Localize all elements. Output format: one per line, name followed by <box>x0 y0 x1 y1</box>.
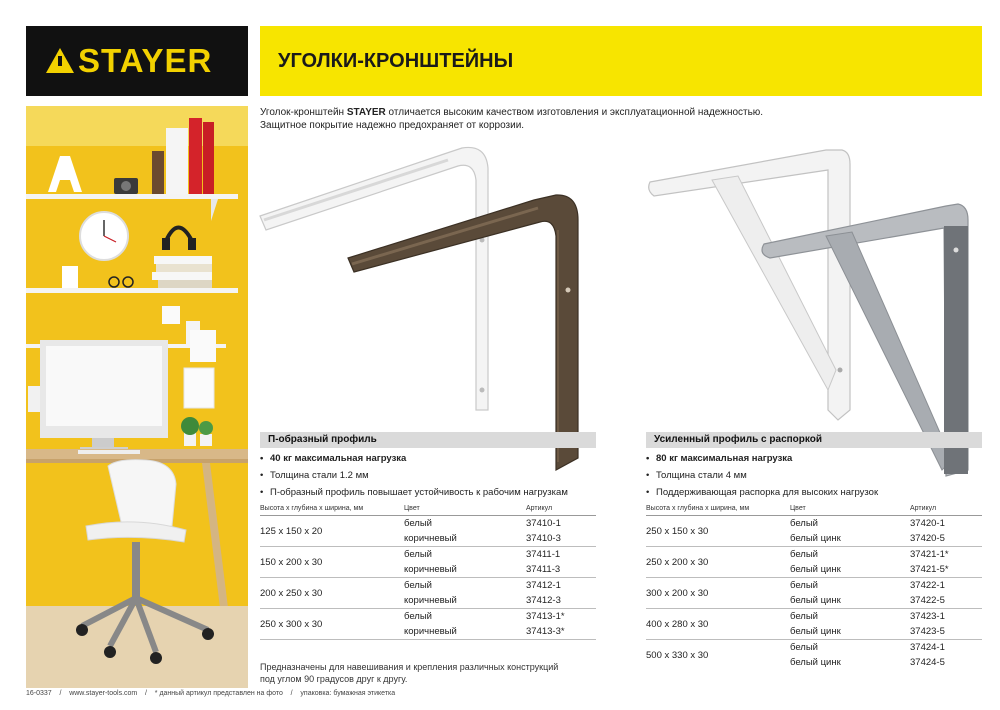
usage-note-line: Предназначены для навешивания и крепления различных конструкций <box>260 662 559 672</box>
sku-cell: 37423-5 <box>910 624 982 640</box>
size-cell: 250 х 300 х 30 <box>260 609 404 640</box>
brand-logo <box>26 26 248 96</box>
left-feature-3: • П-образный профиль повышает устойчивость к рабочим нагрузкам <box>260 487 568 498</box>
size-cell: 300 х 200 х 30 <box>646 578 790 609</box>
sku-cell: 37424-5 <box>910 657 945 668</box>
sku-cell: 37412-1 <box>526 580 561 591</box>
sku-cell: 37423-1 <box>910 611 945 622</box>
sku-cell: 37410-3 <box>526 531 596 547</box>
sku-cell: 37411-3 <box>526 562 596 578</box>
column-header: Артикул <box>526 501 596 516</box>
right-section <box>646 432 982 670</box>
intro-after: отличается высоким качеством изготовления и эксплуатационной надежностью. <box>385 107 764 118</box>
right-feature-2: • Толщина стали 4 мм <box>646 470 747 481</box>
size-cell: 125 х 150 х 20 <box>260 516 404 547</box>
left-feature-1: • 40 кг максимальная нагрузка <box>260 453 407 464</box>
sku-cell: 37413-1* <box>526 611 565 622</box>
size-cell: 200 х 250 х 30 <box>260 578 404 609</box>
color-cell: белый цинк <box>790 624 910 640</box>
column-header: Высота х глубина х ширина, мм <box>646 501 790 516</box>
right-feature-3-text: Поддерживающая распорка для высоких нагрузок <box>656 487 879 498</box>
table-row <box>260 547 596 563</box>
sku-cell: 37420-1 <box>910 518 945 529</box>
left-section-heading: П-образный профиль <box>260 432 596 448</box>
intro-line2: Защитное покрытие надежно предохраняет от коррозии. <box>260 120 525 131</box>
usage-note-line: под углом 90 градусов друг к другу. <box>260 673 408 684</box>
color-cell: белый <box>404 518 432 529</box>
table-row <box>646 578 982 594</box>
table-row <box>260 578 596 594</box>
table-row <box>646 640 982 656</box>
table-row <box>260 516 596 532</box>
table-header-row <box>646 501 982 516</box>
color-cell: белый <box>404 611 432 622</box>
right-section-heading: Усиленный профиль с распоркой <box>646 432 982 448</box>
color-cell: белый <box>790 549 818 560</box>
sku-cell: 37421-1* <box>910 549 949 560</box>
column-header: Артикул <box>910 501 982 516</box>
left-spec-table <box>260 501 596 640</box>
intro-text <box>260 106 820 132</box>
sku-cell: 37422-5 <box>910 593 982 609</box>
color-cell: коричневый <box>404 593 526 609</box>
right-feature-1-text: 80 кг максимальная нагрузка <box>656 453 793 464</box>
table-row <box>646 516 982 532</box>
warning-triangle-icon <box>46 48 74 73</box>
right-feature-1: • 80 кг максимальная нагрузка <box>646 453 793 464</box>
table-header-row <box>260 501 596 516</box>
page-title: УГОЛКИ-КРОНШТЕЙНЫ <box>278 50 514 72</box>
brand-logo-text: STAYER <box>78 42 213 79</box>
right-feature-3: • Поддерживающая распорка для высоких нагрузок <box>646 487 879 498</box>
left-feature-3-text: П-образный профиль повышает устойчивость к рабочим нагрузкам <box>270 487 568 498</box>
color-cell: белый <box>790 580 818 591</box>
color-cell: белый цинк <box>790 531 910 547</box>
color-cell: коричневый <box>404 624 526 640</box>
table-row <box>260 609 596 625</box>
intro-brand: STAYER <box>346 107 386 118</box>
size-cell: 150 х 200 х 30 <box>260 547 404 578</box>
color-cell: белый цинк <box>790 593 910 609</box>
size-cell: 500 х 330 х 30 <box>646 649 709 661</box>
sku-cell: 37413-3* <box>526 624 596 640</box>
intro-before: Уголок-кронштейн <box>260 107 347 118</box>
table-row <box>646 609 982 625</box>
color-cell: белый <box>404 580 432 591</box>
left-feature-2: • Толщина стали 1.2 мм <box>260 470 369 481</box>
column-header: Цвет <box>404 501 526 516</box>
size-cell: 250 х 150 х 30 <box>646 516 790 547</box>
color-cell: коричневый <box>404 562 526 578</box>
table-row <box>646 547 982 563</box>
color-cell: белый <box>790 611 818 622</box>
column-header: Высота х глубина х ширина, мм <box>260 501 404 516</box>
sku-cell: 37410-1 <box>526 518 561 529</box>
page-footer: 16-0337 / www.stayer-tools.com / * данный артикул представлен на фото / упаковка: бумажная этикетка <box>26 690 396 697</box>
lifestyle-photo <box>26 106 248 688</box>
color-cell: белый цинк <box>790 657 841 668</box>
size-cell: 250 х 200 х 30 <box>646 547 790 578</box>
sku-cell: 37424-1 <box>910 642 945 653</box>
right-spec-table <box>646 501 982 670</box>
left-feature-1-text: 40 кг максимальная нагрузка <box>270 453 407 464</box>
sku-cell: 37420-5 <box>910 531 982 547</box>
color-cell: коричневый <box>404 531 526 547</box>
sku-cell: 37412-3 <box>526 593 596 609</box>
left-section <box>260 432 596 640</box>
title-bar <box>260 26 982 96</box>
size-cell: 400 х 280 х 30 <box>646 609 790 640</box>
sku-cell: 37422-1 <box>910 580 945 591</box>
usage-note <box>260 662 580 685</box>
color-cell: белый <box>404 549 432 560</box>
right-feature-2-text: Толщина стали 4 мм <box>656 470 747 481</box>
left-feature-2-text: Толщина стали 1.2 мм <box>270 470 369 481</box>
column-header: Цвет <box>790 501 910 516</box>
color-cell: белый цинк <box>790 562 910 578</box>
color-cell: белый <box>790 642 818 653</box>
color-cell: белый <box>790 518 818 529</box>
sku-cell: 37411-1 <box>526 549 561 560</box>
sku-cell: 37421-5* <box>910 562 982 578</box>
